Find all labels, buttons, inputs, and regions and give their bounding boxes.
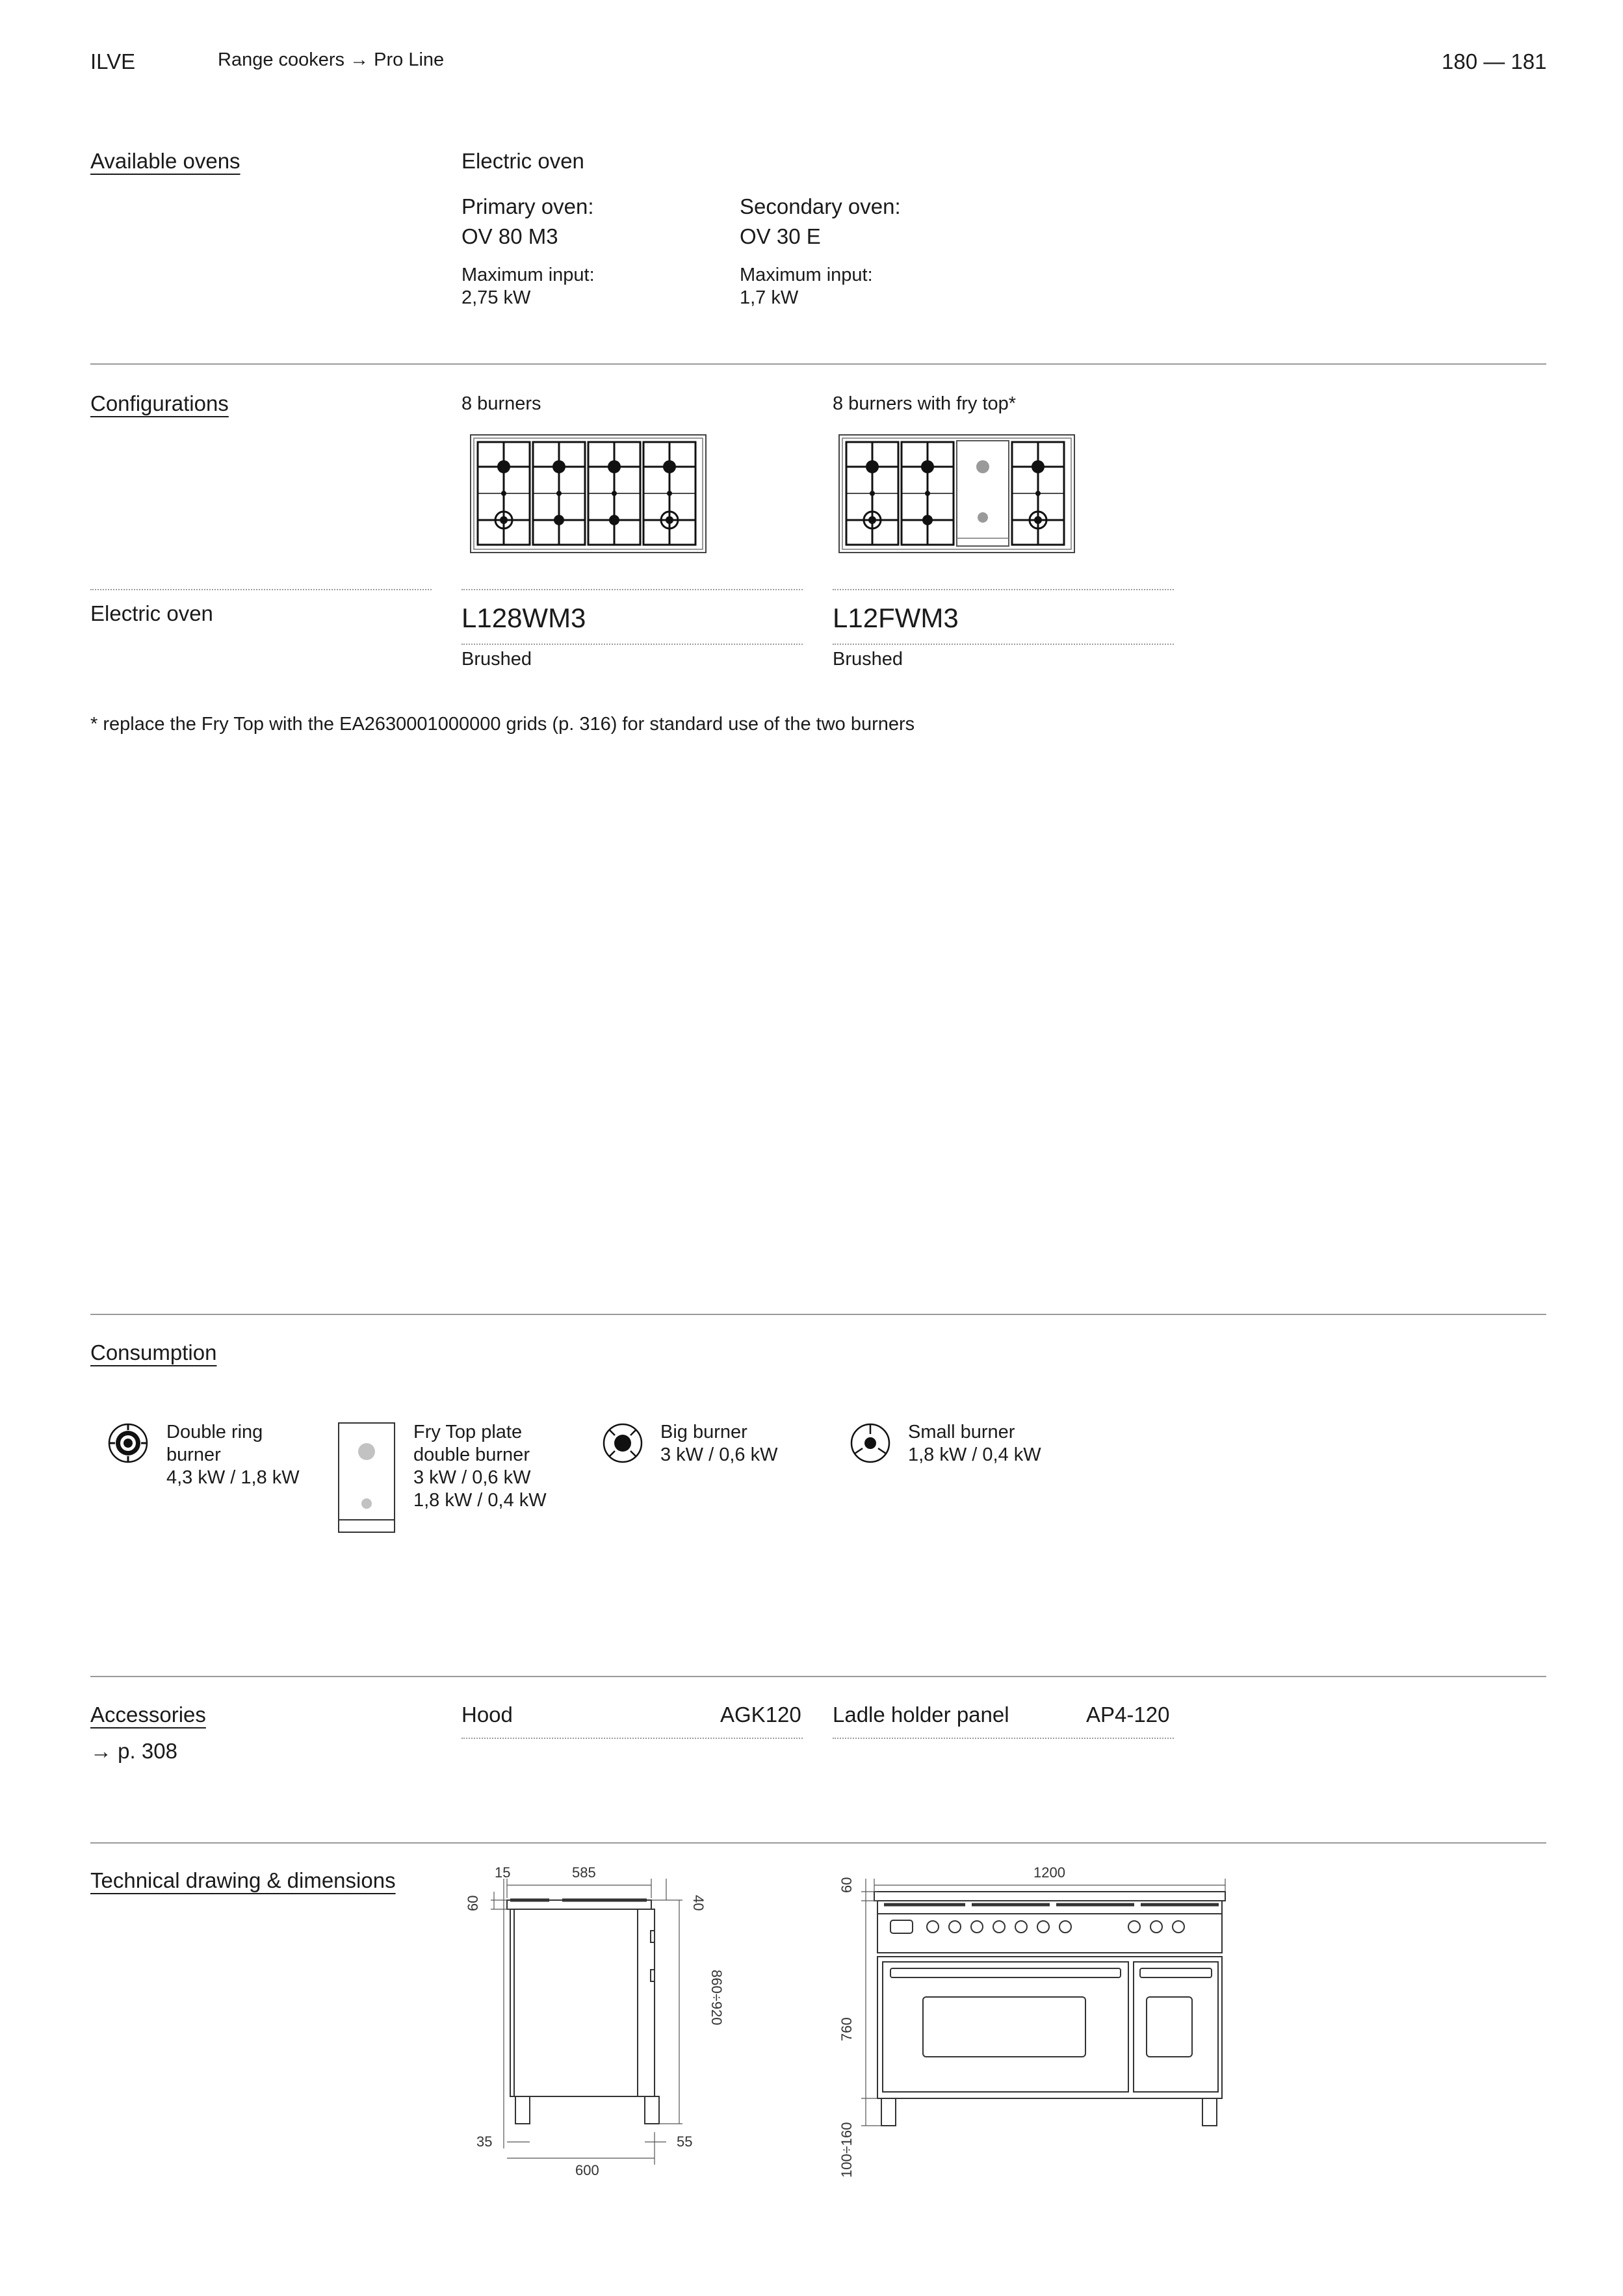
consumption-heading: Consumption [90, 1340, 217, 1364]
divider [90, 1314, 1546, 1315]
accessory-code-1: AGK120 [720, 1702, 801, 1727]
technical-heading: Technical drawing & dimensions [90, 1868, 396, 1892]
primary-oven-label: Primary oven: [461, 194, 594, 218]
config-title-2: 8 burners with fry top* [833, 393, 1017, 414]
dotted-divider [833, 1738, 1174, 1739]
dim-top-offset: 15 [495, 1864, 511, 1881]
dotted-divider [833, 589, 1174, 590]
dotted-divider [90, 589, 432, 590]
finish-2: Brushed [833, 649, 903, 670]
model-code-1: L128WM3 [461, 603, 586, 633]
model-code-2: L12FWM3 [833, 603, 959, 633]
dim-legs: 100÷160 [838, 2122, 855, 2178]
consumption-value-4: 1,8 kW / 0,4 kW [908, 1444, 1041, 1465]
config-row-label: Electric oven [90, 601, 213, 625]
dotted-divider [461, 1738, 803, 1739]
dotted-divider [833, 644, 1174, 645]
dim-back-offset: 40 [690, 1895, 707, 1911]
consumption-name-4: Small burner [908, 1422, 1015, 1442]
configurations-heading: Configurations [90, 391, 229, 415]
cooktop-fry-top-diagram [838, 434, 1075, 553]
secondary-input-label: Maximum input: [740, 265, 873, 285]
consumption-name-1: Double ring [166, 1422, 263, 1442]
primary-oven-model: OV 80 M3 [461, 224, 558, 248]
accessory-code-2: AP4-120 [1086, 1702, 1170, 1727]
accessory-name-2: Ladle holder panel [833, 1702, 1009, 1727]
consumption-value-1: 4,3 kW / 1,8 kW [166, 1467, 300, 1488]
dotted-divider [461, 589, 803, 590]
divider [90, 363, 1546, 365]
fry-top-plate-icon [338, 1422, 395, 1533]
accessories-page-link[interactable]: → p. 308 [90, 1739, 177, 1763]
secondary-oven-model: OV 30 E [740, 224, 821, 248]
dim-body-height: 760 [838, 2017, 855, 2041]
secondary-oven-label: Secondary oven: [740, 194, 901, 218]
footnote: * replace the Fry Top with the EA2630001000000 grids (p. 316) for standard use of the two burners [90, 714, 915, 735]
consumption-name-3: Big burner [660, 1422, 747, 1442]
consumption-name-2b: double burner [413, 1444, 530, 1465]
side-view-drawing [458, 1853, 731, 2204]
dim-back-foot: 55 [677, 2133, 693, 2150]
front-view-drawing [825, 1853, 1228, 2191]
page-numbers: 180 — 181 [1442, 49, 1547, 73]
small-burner-icon [850, 1422, 891, 1464]
accessory-name-1: Hood [461, 1702, 513, 1727]
config-title-1: 8 burners [461, 393, 541, 414]
consumption-value-2b: 1,8 kW / 0,4 kW [413, 1490, 547, 1511]
accessories-heading: Accessories [90, 1702, 206, 1727]
primary-input-label: Maximum input: [461, 265, 595, 285]
dotted-divider [461, 644, 803, 645]
consumption-name-1b: burner [166, 1444, 221, 1465]
consumption-value-3: 3 kW / 0,6 kW [660, 1444, 778, 1465]
available-ovens-heading: Available ovens [90, 149, 240, 173]
double-ring-burner-icon [107, 1422, 149, 1464]
cooktop-8-burners-diagram [470, 434, 707, 553]
finish-1: Brushed [461, 649, 532, 670]
primary-input-value: 2,75 kW [461, 287, 531, 308]
breadcrumb[interactable]: Range cookers → Pro Line [218, 49, 445, 70]
secondary-input-value: 1,7 kW [740, 287, 799, 308]
dim-front-top-height: 60 [838, 1877, 855, 1893]
brand-name: ILVE [90, 49, 136, 73]
divider [90, 1842, 1546, 1844]
dim-depth: 600 [575, 2162, 599, 2178]
dim-top-width: 585 [572, 1864, 596, 1881]
dim-total-height: 860÷920 [708, 1970, 725, 2026]
dim-top-height: 60 [465, 1895, 481, 1911]
dim-foot-offset: 35 [476, 2133, 493, 2150]
oven-type: Electric oven [461, 149, 584, 173]
dim-front-width: 1200 [1033, 1864, 1065, 1881]
consumption-name-2: Fry Top plate [413, 1422, 523, 1442]
divider [90, 1676, 1546, 1677]
consumption-value-2: 3 kW / 0,6 kW [413, 1467, 531, 1488]
big-burner-icon [602, 1422, 643, 1464]
